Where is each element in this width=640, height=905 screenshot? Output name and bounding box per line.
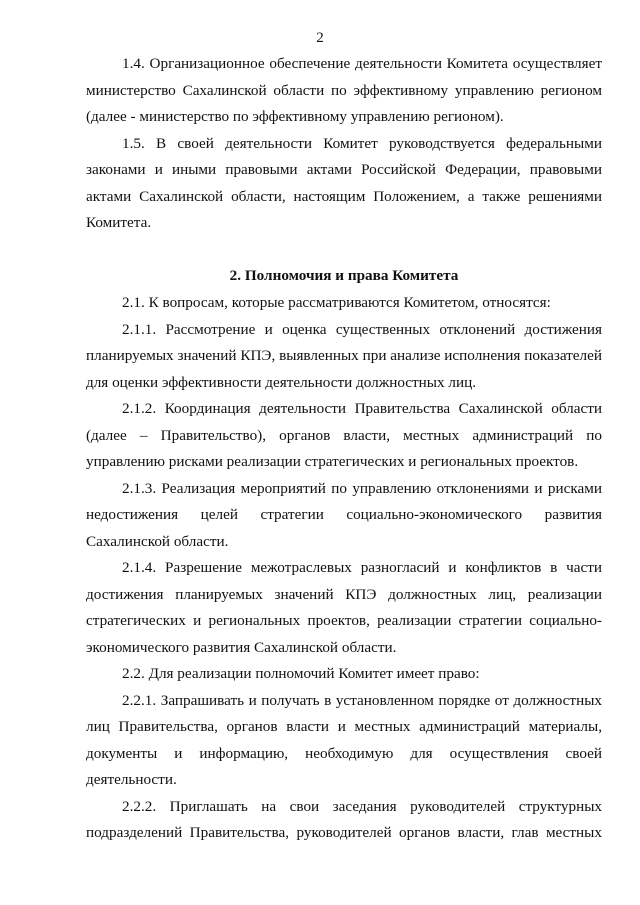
paragraph-2-1-2: 2.1.2. Координация деятельности Правительства Сахалинской области (далее – Правительство), органов власти, местных администраций по управлению рисками реализации стратегических и региональных проектов. <box>86 400 602 470</box>
paragraph-2-1-1: 2.1.1. Рассмотрение и оценка существенных отклонений достижения планируемых значений КПЭ, выявленных при анализе исполнения показателей для оценки эффективности деятельности должностных лиц. <box>86 320 602 391</box>
section-title: 2. Полномочия и права Комитета <box>229 266 459 284</box>
paragraph-2-2-2: 2.2.2. Приглашать на свои заседания руководителей структурных подразделений Правительства, руководителей органов власти, глав местных <box>86 797 602 841</box>
paragraph-2-2: 2.2. Для реализации полномочий Комитет имеет право: <box>122 665 480 682</box>
paragraph-2-1-3: 2.1.3. Реализация мероприятий по управлению отклонениями и рисками недостижения целей стратегии социально-экономического развития Сахалинской области. <box>86 479 602 550</box>
page-number: 2 <box>316 30 324 46</box>
paragraph-2-1-4: 2.1.4. Разрешение межотраслевых разногласий и конфликтов в части достижения планируемых значений КПЭ должностных лиц, реализации стратегических и региональных проектов, реализации стратегии социально-экономического развития Сахалинской области. <box>86 559 602 656</box>
paragraph-1-4: 1.4. Организационное обеспечение деятельности Комитета осуществляет министерство Сахалинской области по эффективному управлению регионом (далее - министерство по эффективному управлению регионом). <box>86 55 602 125</box>
document-body <box>86 51 602 847</box>
paragraph-2-1: 2.1. К вопросам, которые рассматриваются Комитетом, относятся: <box>122 294 551 311</box>
paragraph-1-5: 1.5. В своей деятельности Комитет руководствуется федеральными законами и иными правовыми актами Российской Федерации, правовыми актами Сахалинской области, настоящим Положением, а также решениями Комитета. <box>86 134 602 231</box>
paragraph-2-2-1: 2.2.1. Запрашивать и получать в установленном порядке от должностных лиц Правительства, органов власти и местных администраций материалы, документы и информацию, необходимую для осуществления своей деятельности. <box>86 691 602 788</box>
